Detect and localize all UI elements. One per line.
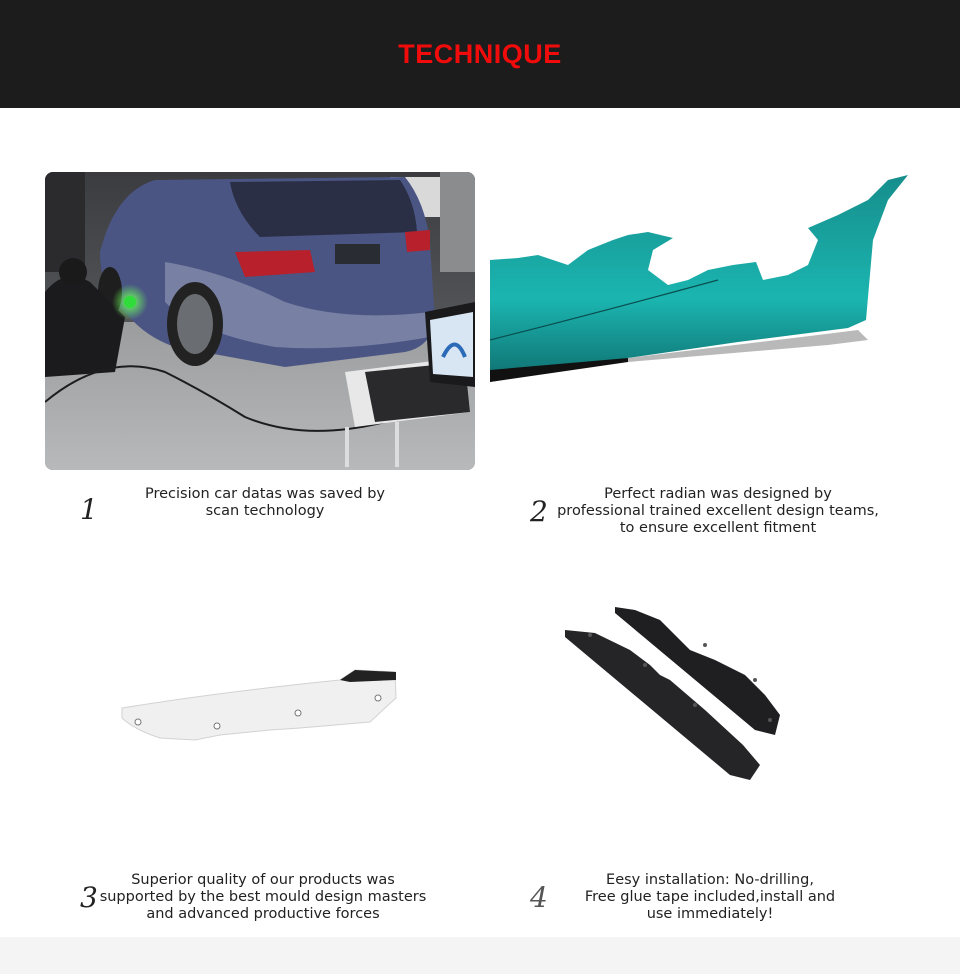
caption-line: scan technology [205, 503, 325, 519]
caption-line: Eesy installation: No-drilling, [606, 872, 814, 888]
step-number: 4 [530, 881, 548, 914]
step-number: 1 [80, 493, 98, 526]
caption-line: to ensure excellent fitment [619, 520, 817, 536]
caption-line: supported by the best mould design masters [99, 889, 427, 905]
step-number: 3 [80, 881, 98, 914]
black-side-skirt-illustration [555, 595, 830, 795]
step-description [548, 486, 888, 537]
caption-line: professional trained excellent design teams, [557, 503, 879, 519]
car-scanning-photo [45, 172, 475, 470]
caption-line: and advanced productive forces [146, 906, 380, 922]
cad-render-illustration [488, 170, 918, 385]
caption-line: Precision car datas was saved by [144, 486, 385, 502]
white-side-skirt-image [100, 620, 410, 750]
step-number: 2 [530, 495, 548, 528]
caption-line: Perfect radian was designed by [604, 486, 832, 502]
page-header [0, 0, 960, 108]
cad-side-skirt-render [488, 170, 918, 385]
caption-line: use immediately! [646, 906, 774, 922]
page-title: TECHNIQUE [398, 38, 562, 69]
caption-line: Superior quality of our products was [131, 872, 395, 888]
white-side-skirt-illustration [100, 620, 410, 750]
car-scan-illustration [45, 172, 475, 470]
step-description [98, 872, 428, 923]
step-description [580, 872, 840, 923]
step-description [120, 486, 410, 520]
black-side-skirt-pair-image [555, 595, 830, 795]
footer-band [0, 937, 960, 974]
caption-line: Free glue tape included,install and [584, 889, 836, 905]
